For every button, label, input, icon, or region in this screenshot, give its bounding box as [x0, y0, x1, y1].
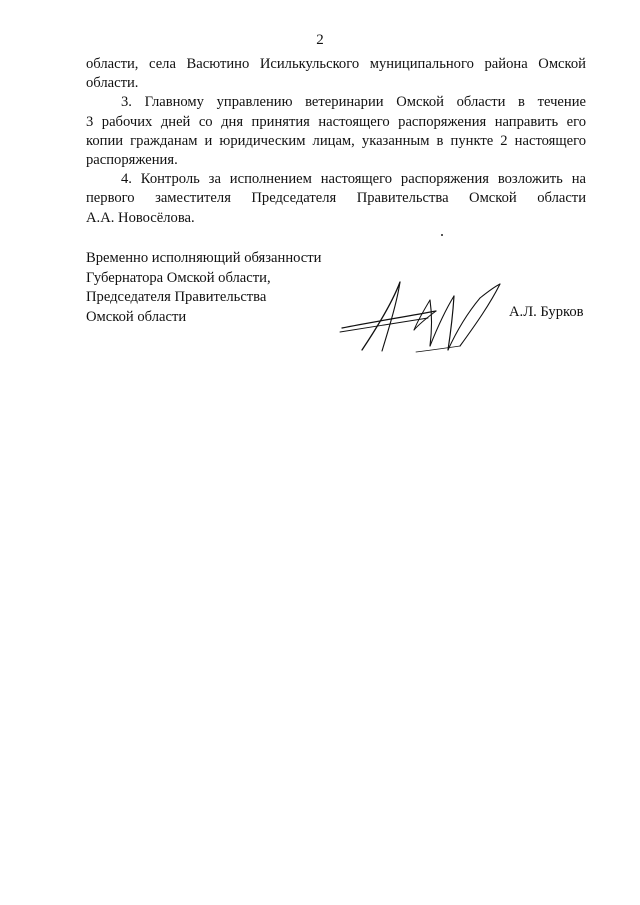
signatory-title-line: Временно исполняющий обязанности	[86, 250, 322, 266]
document-body	[86, 55, 586, 228]
signatory-title-line: Губернатора Омской области,	[86, 269, 271, 286]
paragraph-3-start: 3. Главному управлению ветеринарии Омской области в течение	[121, 94, 586, 111]
handwritten-signature	[338, 276, 506, 358]
body-line: первого заместителя Председателя Правительства Омской области	[86, 190, 586, 207]
body-line: А.А. Новосёлова.	[86, 209, 195, 226]
body-line: области, села Васютино Исилькульского муниципального района Омской	[86, 56, 586, 72]
ink-dot	[441, 234, 443, 236]
body-line: 3 рабочих дней со дня принятия настоящего распоряжения направить его	[86, 113, 586, 130]
signer-name: А.Л. Бурков	[509, 304, 584, 320]
signatory-title-line: Омской области	[86, 308, 187, 325]
page-number: 2	[316, 32, 324, 48]
paragraph-4-start: 4. Контроль за исполнением настоящего распоряжения возложить на	[121, 171, 586, 188]
body-line: области.	[86, 75, 139, 92]
body-line: распоряжения.	[86, 152, 178, 169]
signatory-title	[86, 249, 366, 327]
body-line: копии гражданам и юридическим лицам, указанным в пункте 2 настоящего	[86, 132, 586, 149]
signatory-title-line: Председателя Правительства	[86, 289, 267, 305]
